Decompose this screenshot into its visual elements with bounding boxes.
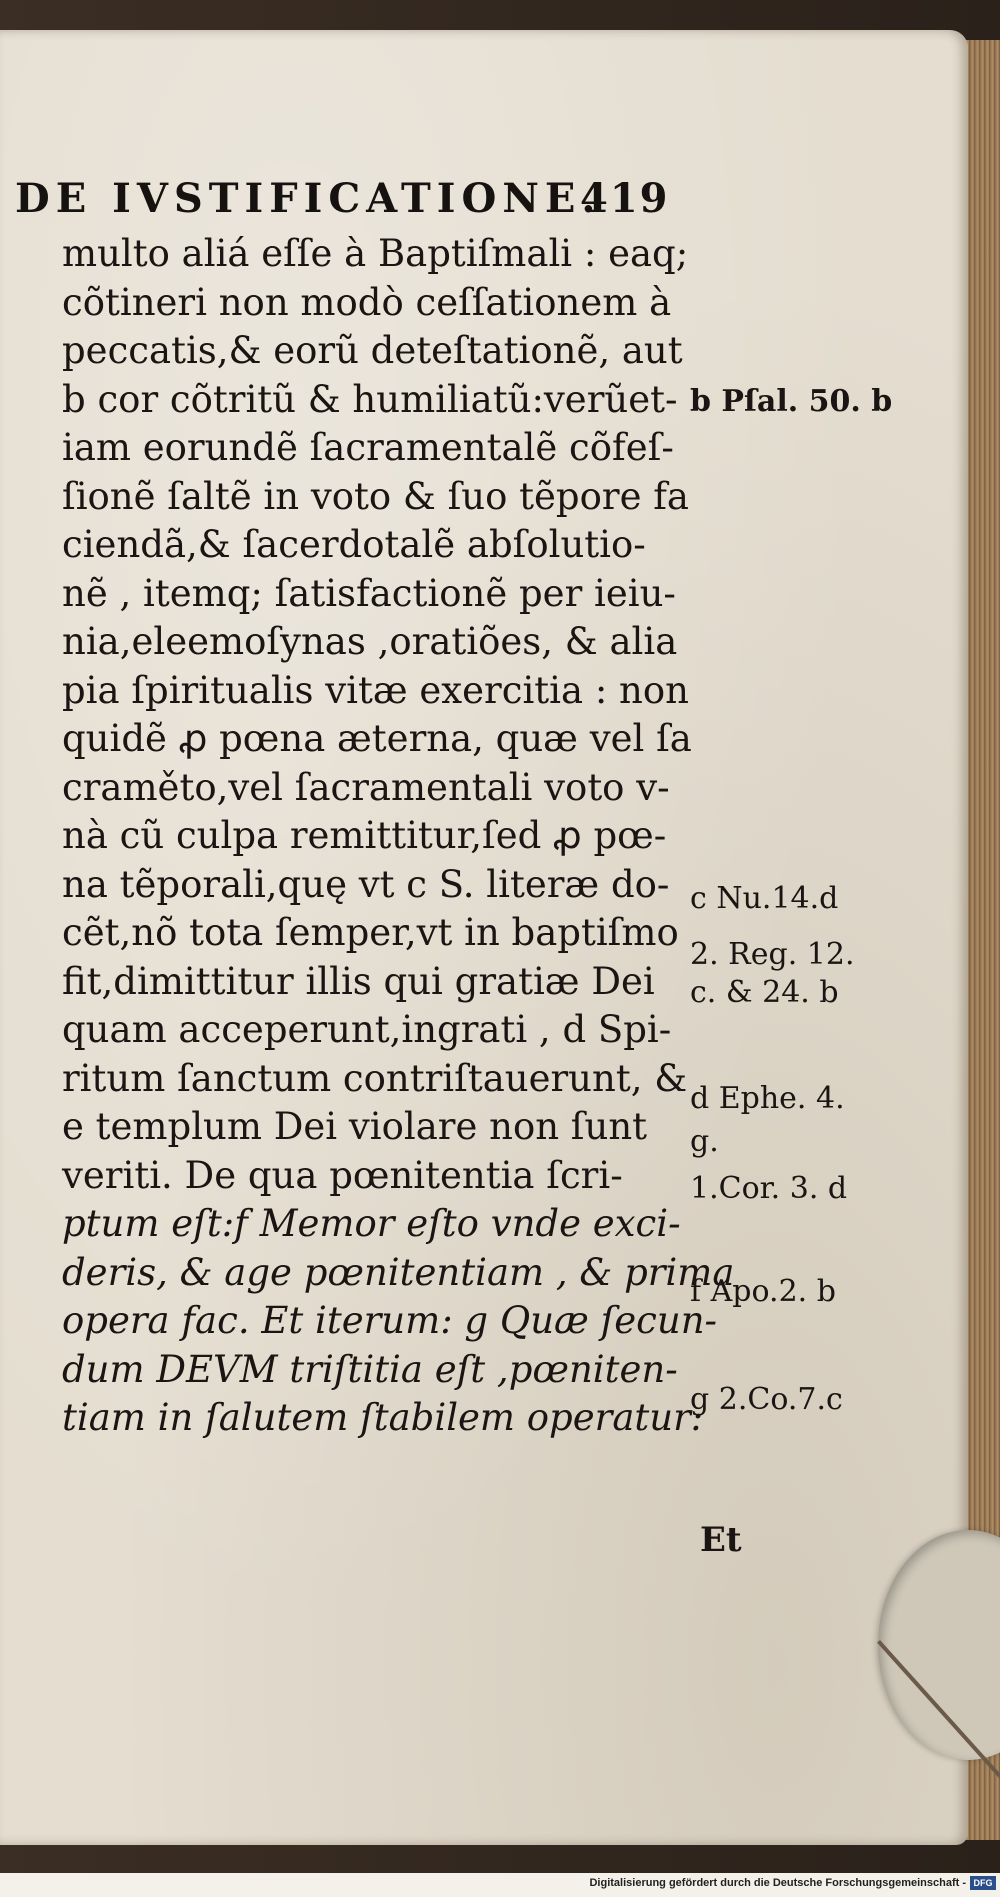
text-line: veriti. De qua pœnitentia ſcri- [62,1153,623,1197]
text-line: dum DEVM triſtitia eſt ,pœniten- [62,1347,678,1391]
text-line: nẽ , itemq; ſatisfactionẽ per ieiu- [62,571,676,615]
text-line: pia ſpiritualis vitæ exercitia : non [62,668,689,712]
text-line: nà cũ culpa remittitur,ſed ꝓ pœ- [62,814,667,857]
text-line: fit,dimittitur illis qui gratiæ Dei [62,959,655,1003]
text-line: ciendã,& ſacerdotalẽ abſolutio- [62,523,646,566]
marginal-note: 1.Cor. 3. d [690,1171,848,1206]
text-line: deris, & age pœnitentiam , & prima [62,1250,735,1294]
marginal-note: f Apo.2. b [690,1274,836,1309]
marginal-note: b Pſal. 50. b [690,384,893,419]
text-line: multo aliá eſſe à Baptiſmali : eaq; [62,232,689,275]
digitization-credit: Digitalisierung gefördert durch die Deutsche Forschungsgemeinschaft - [589,1877,966,1889]
text-line: peccatis,& eorũ deteſtationẽ, aut [62,329,683,372]
marginal-note: c Nu.14.d [690,881,839,916]
text-line: ritum ſanctum contriſtauerunt, & [62,1056,688,1100]
catchword: Et [700,1520,742,1560]
text-line: na tẽporali,quę vt c S. literæ do- [62,862,670,906]
marginal-note: d Ephe. 4. [690,1081,845,1116]
text-line: cẽt,nõ tota ſemper,vt in baptiſmo [62,911,679,954]
marginal-note: g. [690,1124,719,1159]
dfg-logo: DFG [970,1876,996,1890]
text-line: b cor cõtritũ & humiliatũ:verũet- [62,377,678,421]
running-head-title: DE IVSTIFICATIONE. [15,175,602,222]
text-line: ſionẽ ſaltẽ in voto & ſuo tẽpore fa [62,474,689,518]
text-line: tiam in ſalutem ſtabilem operatur: [62,1396,704,1439]
text-line: craměto,vel ſacramentali voto v- [62,765,670,809]
text-line: opera fac. Et iterum: g Quæ ſecun- [62,1299,718,1342]
marginal-note: g 2.Co.7.c [690,1382,843,1417]
marginal-note: 2. Reg. 12. [690,937,855,972]
text-line: e templum Dei violare non ſunt [62,1105,648,1148]
text-line: cõtineri non modò ceſſationem à [62,280,672,324]
text-line: iam eorundẽ ſacramentalẽ cõfeſ- [62,426,674,469]
text-line: quidẽ ꝓ pœna æterna, quæ vel ſa [62,717,692,760]
page-number: 419 [580,175,670,222]
body-text [62,230,735,1443]
running-head [15,175,670,222]
marginal-note: c. & 24. b [690,975,839,1010]
text-line: ptum eſt:f Memor eſto vnde exci- [62,1202,681,1245]
text-line: nia,eleemoſynas ,oratiões, & alia [62,620,678,663]
text-line: quam acceperunt,ingrati , d Spi- [62,1008,672,1051]
